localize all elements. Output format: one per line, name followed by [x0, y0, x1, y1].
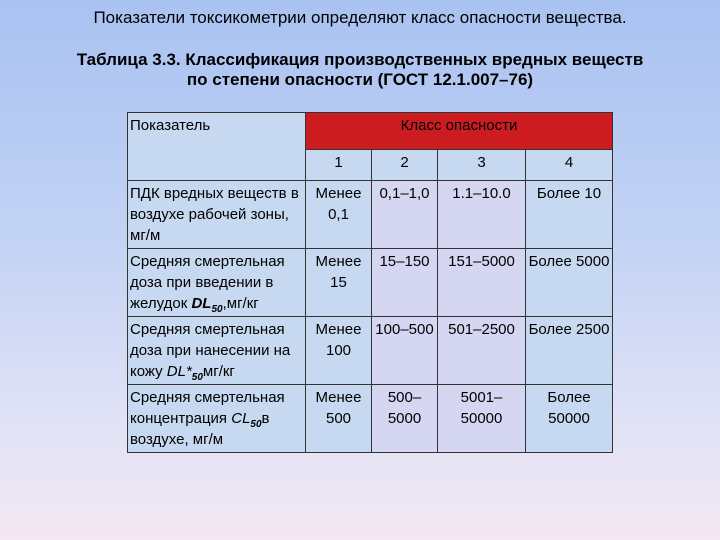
- value-cell: 5001– 50000: [438, 385, 526, 453]
- hazard-class-table: [127, 112, 613, 453]
- indicator-text: Средняя смертельная концентрация: [130, 389, 285, 427]
- class-number-3: 3: [438, 150, 526, 181]
- indicator-unit: мг/кг: [202, 363, 235, 380]
- indicator-symbol: DL: [191, 295, 212, 312]
- caption-line-1: Таблица 3.3. Классификация производственных вредных веществ: [76, 50, 644, 69]
- class-number-2: 2: [372, 150, 438, 181]
- value-cell: Более 2500: [526, 317, 613, 385]
- value-cell: Менее 15: [306, 249, 372, 317]
- indicator-subscript: 50: [211, 304, 223, 315]
- indicator-unit: ,мг/кг: [222, 295, 259, 312]
- value-cell: 0,1–1,0: [372, 181, 438, 249]
- value-cell: Более 5000: [526, 249, 613, 317]
- class-number-1: 1: [306, 150, 372, 181]
- value-cell: 1.1–10.0: [438, 181, 526, 249]
- value-cell: 151–5000: [438, 249, 526, 317]
- table-caption: [0, 50, 720, 90]
- value-cell: Менее 500: [306, 385, 372, 453]
- indicator-subscript: 50: [191, 372, 203, 383]
- intro-text: Показатели токсикометрии определяют класс опасности вещества.: [93, 8, 627, 27]
- value-cell: Более 50000: [526, 385, 613, 453]
- table-row: [128, 249, 613, 317]
- header-hazard-class: Класс опасности: [306, 113, 613, 150]
- indicator-mac: ПДК вредных веществ в воздухе рабочей зоны, мг/м: [128, 181, 306, 249]
- value-cell: 100–500: [372, 317, 438, 385]
- table-header-row: [128, 113, 613, 150]
- indicator-concentration: [128, 385, 306, 453]
- indicator-skin-dose: [128, 317, 306, 385]
- table-row: [128, 181, 613, 249]
- class-number-4: 4: [526, 150, 613, 181]
- value-cell: 500– 5000: [372, 385, 438, 453]
- value-cell: 501–2500: [438, 317, 526, 385]
- caption-line-2: по степени опасности (ГОСТ 12.1.007–76): [186, 70, 534, 89]
- indicator-text: Средняя смертельная доза при нанесении на кожу: [130, 321, 291, 380]
- table-row: [128, 385, 613, 453]
- value-cell: Менее 100: [306, 317, 372, 385]
- indicator-symbol: CL: [231, 410, 251, 427]
- header-indicator: Показатель: [128, 113, 306, 181]
- indicator-subscript: 50: [250, 419, 262, 430]
- value-cell: Менее 0,1: [306, 181, 372, 249]
- table-row: [128, 317, 613, 385]
- value-cell: 15–150: [372, 249, 438, 317]
- indicator-text: Средняя смертельная доза при введении в желудок: [130, 253, 285, 312]
- indicator-oral-dose: [128, 249, 306, 317]
- indicator-unit: в воздухе, мг/м: [130, 410, 270, 448]
- value-cell: Более 10: [526, 181, 613, 249]
- indicator-symbol: DL*: [166, 363, 192, 380]
